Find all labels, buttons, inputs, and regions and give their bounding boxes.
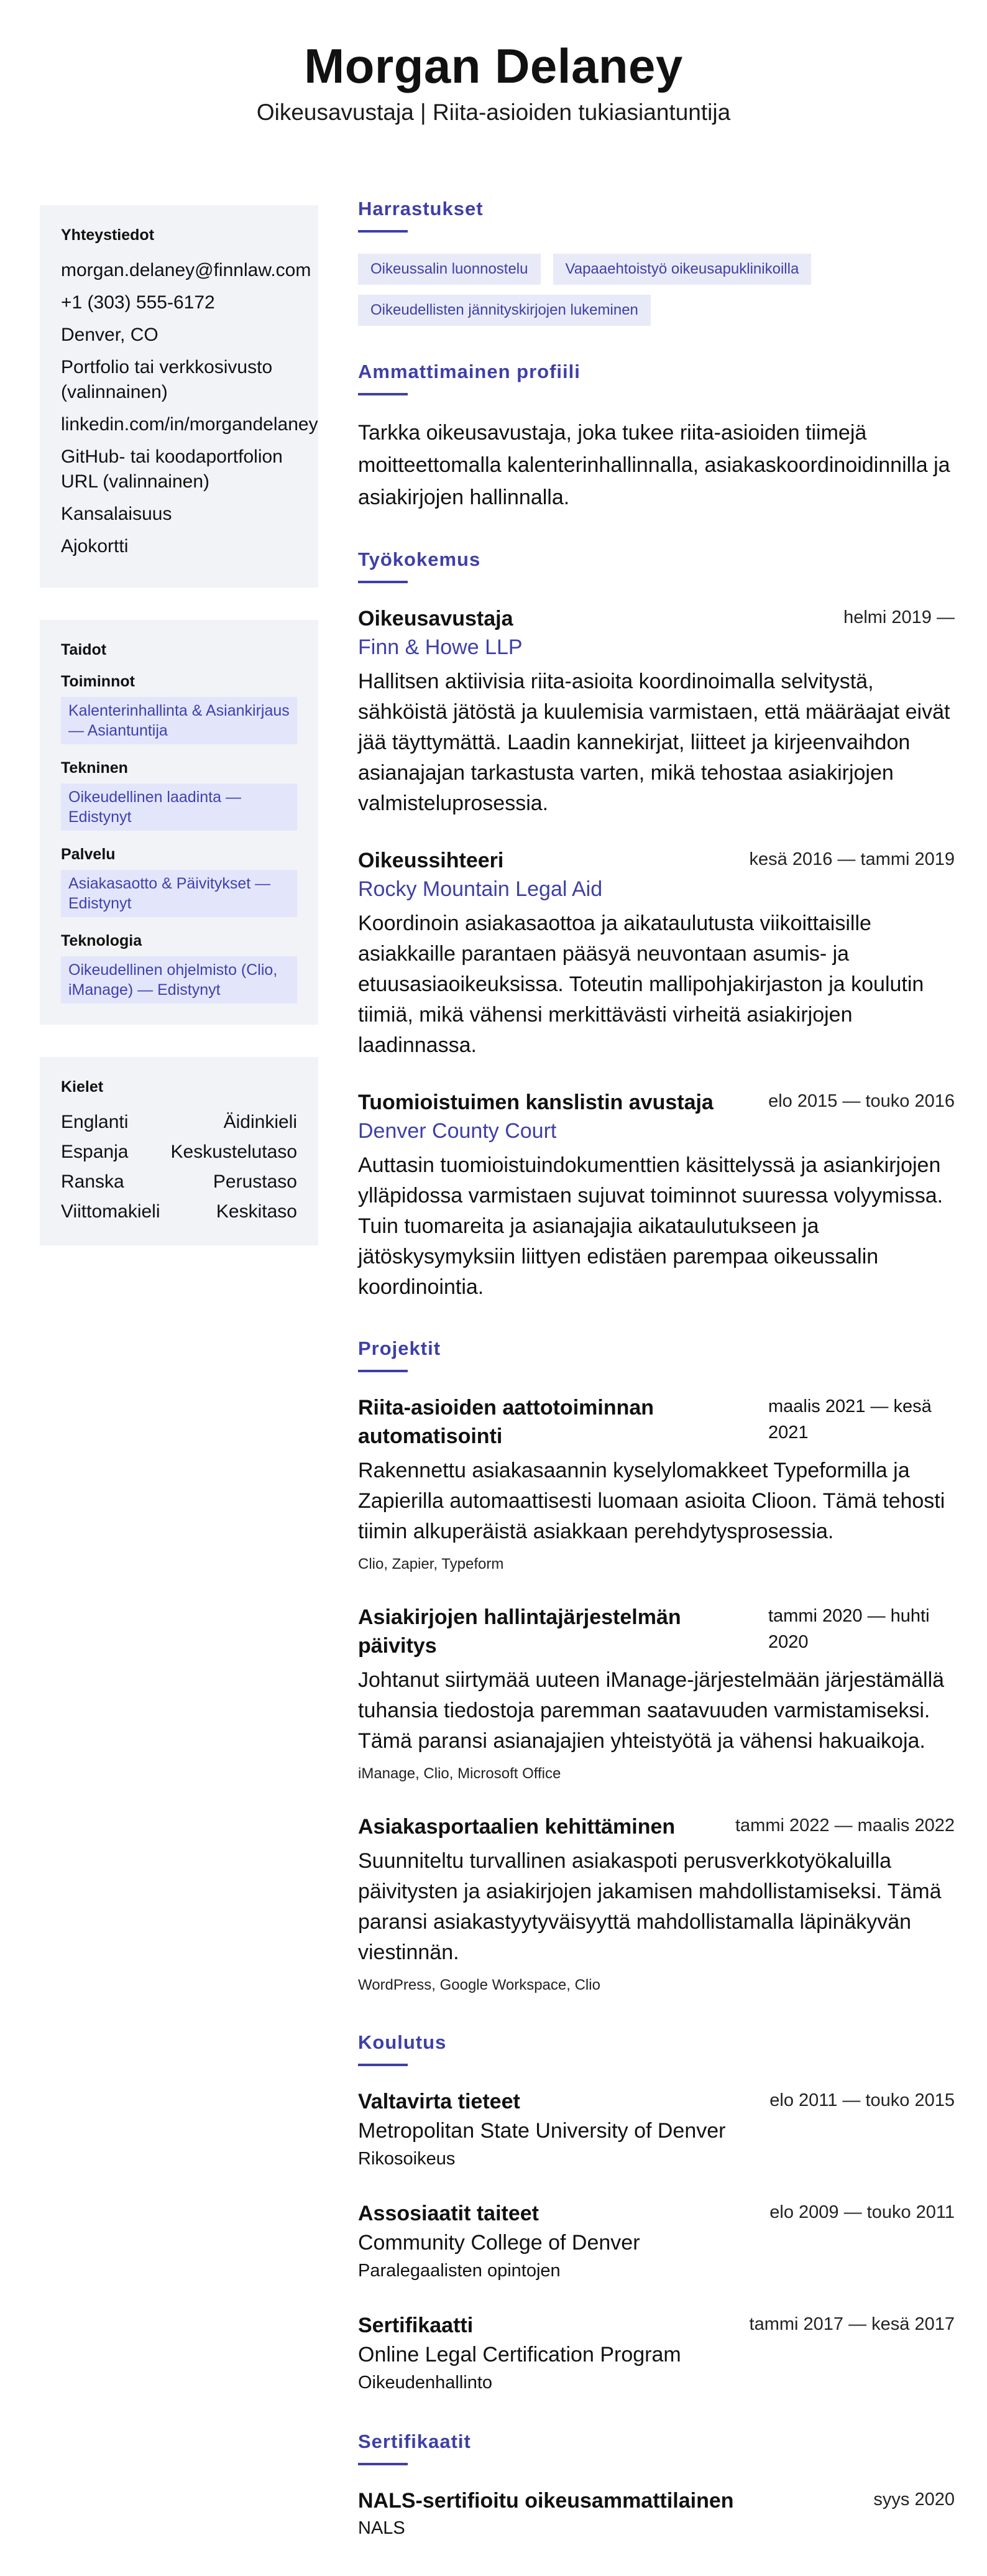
hobby-tag: Oikeudellisten jännityskirjojen lukeminen: [358, 295, 651, 326]
language-row: [61, 1199, 297, 1224]
skill-category: Teknologia: [61, 932, 142, 949]
job-employer: Rocky Mountain Legal Aid: [358, 877, 603, 901]
degree-field: Rikosoikeus: [358, 2149, 456, 2169]
project-tech: iManage, Clio, Microsoft Office: [358, 1765, 561, 1782]
language-level: Perustaso: [213, 1171, 297, 1192]
skill-value: Kalenterinhallinta & Asiankirjaus — Asiantuntija: [61, 697, 297, 744]
skill-category: Tekninen: [61, 759, 128, 777]
project-entry: [358, 1603, 955, 1785]
hobby-tag: Oikeussalin luonnostelu: [358, 254, 541, 285]
contact-location: Denver, CO: [61, 325, 158, 345]
degree-field: Paralegaalisten opintojen: [358, 2261, 561, 2281]
certificate-entry: [358, 2486, 955, 2541]
project-tech: Clio, Zapier, Typeform: [358, 1556, 504, 1572]
profile-text: Tarkka oikeusavustaja, joka tukee riita-asioiden tiimejä moitteettomalla kalenterinhallinnalla, asiakaskoordinoidinnilla ja asiakirjojen hallinnalla.: [358, 421, 950, 509]
project-description: Johtanut siirtymää uuteen iManage-järjestelmään järjestämällä tuhansia tiedostoja paremman saatavuuden varmistamiseksi. Tämä paransi asianajajien yhteistyötä ja vähensi hakuaikoja.: [358, 1668, 945, 1753]
skill-group: [61, 932, 297, 1004]
language-name: Espanja: [61, 1142, 129, 1162]
project-description: Rakennettu asiakasaannin kyselylomakkeet Typeformilla ja Zapierilla automaattisesti luomaan asioita Clioon. Tämä tehosti tiimin alkuperäistä asiakkaan perehdytysprosessia.: [358, 1459, 945, 1543]
skills-title: Taidot: [61, 641, 107, 658]
project-date: tammi 2020 — huhti 2020: [768, 1606, 930, 1652]
skill-value: Oikeudellinen ohjelmisto (Clio, iManage) — Edistynyt: [61, 956, 297, 1004]
language-row: [61, 1140, 297, 1165]
education-entry: [358, 2199, 955, 2284]
hobby-tag: Vapaaehtoistyö oikeusapuklinikoilla: [553, 254, 812, 285]
language-name: Ranska: [61, 1171, 124, 1192]
project-description: Suunniteltu turvallinen asiakaspoti perusverkkotyökaluilla päivitysten ja asiakirjojen jakamisen mahdollistamiseksi. Tämä paransi asiakastyytyväisyyttä mahdollistamalla läpinäkyvän viestinnän.: [358, 1849, 942, 1964]
candidate-name: Morgan Delaney: [304, 39, 683, 93]
language-name: Viittomakieli: [61, 1201, 160, 1222]
job-date: kesä 2016 — tammi 2019: [749, 849, 955, 869]
profile-section: [358, 361, 955, 514]
main-content: [358, 198, 955, 2576]
degree-institution: Metropolitan State University of Denver: [358, 2119, 726, 2143]
skills-box: [40, 620, 318, 1025]
language-level: Keskitaso: [216, 1201, 297, 1222]
certificate-date: syys 2020: [873, 2490, 955, 2509]
language-name: Englanti: [61, 1112, 129, 1132]
degree-date: elo 2009 — touko 2011: [769, 2202, 955, 2222]
resume-header: [0, 0, 987, 128]
language-level: Keskustelutaso: [170, 1142, 297, 1162]
degree-title: Valtavirta tieteet: [358, 2090, 520, 2113]
certificate-title: NALS-sertifioitu oikeusammattilainen: [358, 2489, 734, 2513]
section-divider: [358, 581, 408, 583]
experience-entry: [358, 1088, 955, 1303]
certificates-section: [358, 2431, 955, 2541]
section-divider: [358, 393, 408, 395]
contact-license: Ajokortti: [61, 536, 129, 556]
experience-entry: [358, 846, 955, 1061]
contact-title: Yhteystiedot: [61, 226, 155, 244]
language-level: Äidinkieli: [223, 1112, 297, 1132]
contact-citizenship: Kansalaisuus: [61, 504, 172, 524]
project-title: Riita-asioiden aattotoiminnan automatisointi: [358, 1396, 654, 1448]
hobby-tags: [358, 254, 955, 326]
section-title-education: Koulutus: [358, 2031, 447, 2053]
experience-section: [358, 548, 955, 1303]
degree-title: Sertifikaatti: [358, 2314, 474, 2337]
skill-group: [61, 846, 297, 917]
skill-value: Oikeudellinen laadinta — Edistynyt: [61, 783, 297, 831]
job-date: elo 2015 — touko 2016: [768, 1091, 955, 1111]
section-divider: [358, 1370, 408, 1372]
degree-title: Assosiaatit taiteet: [358, 2202, 539, 2225]
section-divider: [358, 2463, 408, 2465]
project-entry: [358, 1812, 955, 1997]
language-row: [61, 1110, 297, 1135]
skill-value: Asiakasaotto & Päivitykset — Edistynyt: [61, 870, 297, 917]
job-description: Hallitsen aktiivisia riita-asioita koordinoimalla selvitystä, sähköistä jätöstä ja kuulemisia varmistaen, että määräajat eivät jää täyttymättä. Laadin kannekirjat, liitteet ja kirjeenvaihdon asianajajan tarkastusta varten, mikä tehostaa asiakirjojen valmisteluprosessia.: [358, 670, 950, 815]
project-date: maalis 2021 — kesä 2021: [768, 1396, 932, 1443]
section-title-profile: Ammattimainen profiili: [358, 361, 581, 382]
skill-category: Palvelu: [61, 846, 116, 863]
degree-institution: Community College of Denver: [358, 2231, 640, 2255]
section-title-projects: Projektit: [358, 1337, 441, 1359]
skill-group: [61, 759, 297, 831]
section-title-hobbies: Harrastukset: [358, 198, 484, 219]
education-entry: [358, 2311, 955, 2396]
job-employer: Denver County Court: [358, 1119, 557, 1143]
contact-phone[interactable]: +1 (303) 555-6172: [61, 292, 215, 313]
job-description: Koordinoin asiakasaottoa ja aikataulutusta viikoittaisille asiakkaille parantaen pääsyä neuvontaan asumis- ja etuusasiaoikeuksissa. Toteutin mallipohjakirjaston ja koulutin tiimiä, mikä vähensi merkittävästi virheitä asiakirjojen laadinnassa.: [358, 912, 924, 1057]
skill-group: [61, 673, 297, 744]
contact-email[interactable]: morgan.delaney@finnlaw.com: [61, 260, 311, 280]
degree-institution: Online Legal Certification Program: [358, 2343, 681, 2366]
degree-field: Oikeudenhallinto: [358, 2373, 493, 2393]
skill-category: Toiminnot: [61, 673, 135, 690]
project-date: tammi 2022 — maalis 2022: [735, 1816, 955, 1835]
hobbies-section: [358, 198, 955, 326]
project-title: Asiakirjojen hallintajärjestelmän päivitys: [358, 1605, 681, 1658]
languages-box: [40, 1057, 318, 1245]
contact-portfolio[interactable]: Portfolio tai verkkosivusto (valinnainen): [61, 357, 273, 402]
job-description: Auttasin tuomioistuindokumenttien käsittelyssä ja asiankirjojen ylläpidossa varmistaen sujuvat toiminnot suuressa volyymissa. Tuin tuomareita ja asianajajia aikataulutukseen ja jätöskysymyksiin liittyen edistäen parempaa oikeussalin koordinointia.: [358, 1153, 943, 1299]
project-title: Asiakasportaalien kehittäminen: [358, 1815, 676, 1839]
job-title: Oikeussihteeri: [358, 849, 504, 872]
section-title-certificates: Sertifikaatit: [358, 2431, 471, 2452]
contact-linkedin[interactable]: linkedin.com/in/morgandelaney: [61, 414, 318, 435]
job-title: Tuomioistuimen kanslistin avustaja: [358, 1091, 714, 1114]
candidate-subtitle: Oikeusavustaja | Riita-asioiden tukiasiantuntija: [256, 99, 731, 125]
job-date: helmi 2019 —: [843, 607, 955, 627]
contact-box: [40, 205, 318, 588]
education-section: [358, 2031, 955, 2396]
project-tech: WordPress, Google Workspace, Clio: [358, 1977, 600, 1993]
languages-title: Kielet: [61, 1078, 104, 1096]
certificate-issuer: NALS: [358, 2518, 405, 2538]
projects-section: [358, 1337, 955, 1997]
job-employer: Finn & Howe LLP: [358, 635, 523, 659]
project-entry: [358, 1393, 955, 1576]
section-divider: [358, 2064, 408, 2066]
section-title-experience: Työkokemus: [358, 548, 481, 570]
language-row: [61, 1170, 297, 1194]
experience-entry: [358, 604, 955, 819]
sidebar: [40, 205, 318, 1278]
degree-date: tammi 2017 — kesä 2017: [749, 2314, 955, 2334]
education-entry: [358, 2087, 955, 2172]
job-title: Oikeusavustaja: [358, 607, 513, 630]
degree-date: elo 2011 — touko 2015: [769, 2090, 955, 2110]
section-divider: [358, 230, 408, 233]
contact-github[interactable]: GitHub- tai koodaportfolion URL (valinnainen): [61, 446, 283, 492]
